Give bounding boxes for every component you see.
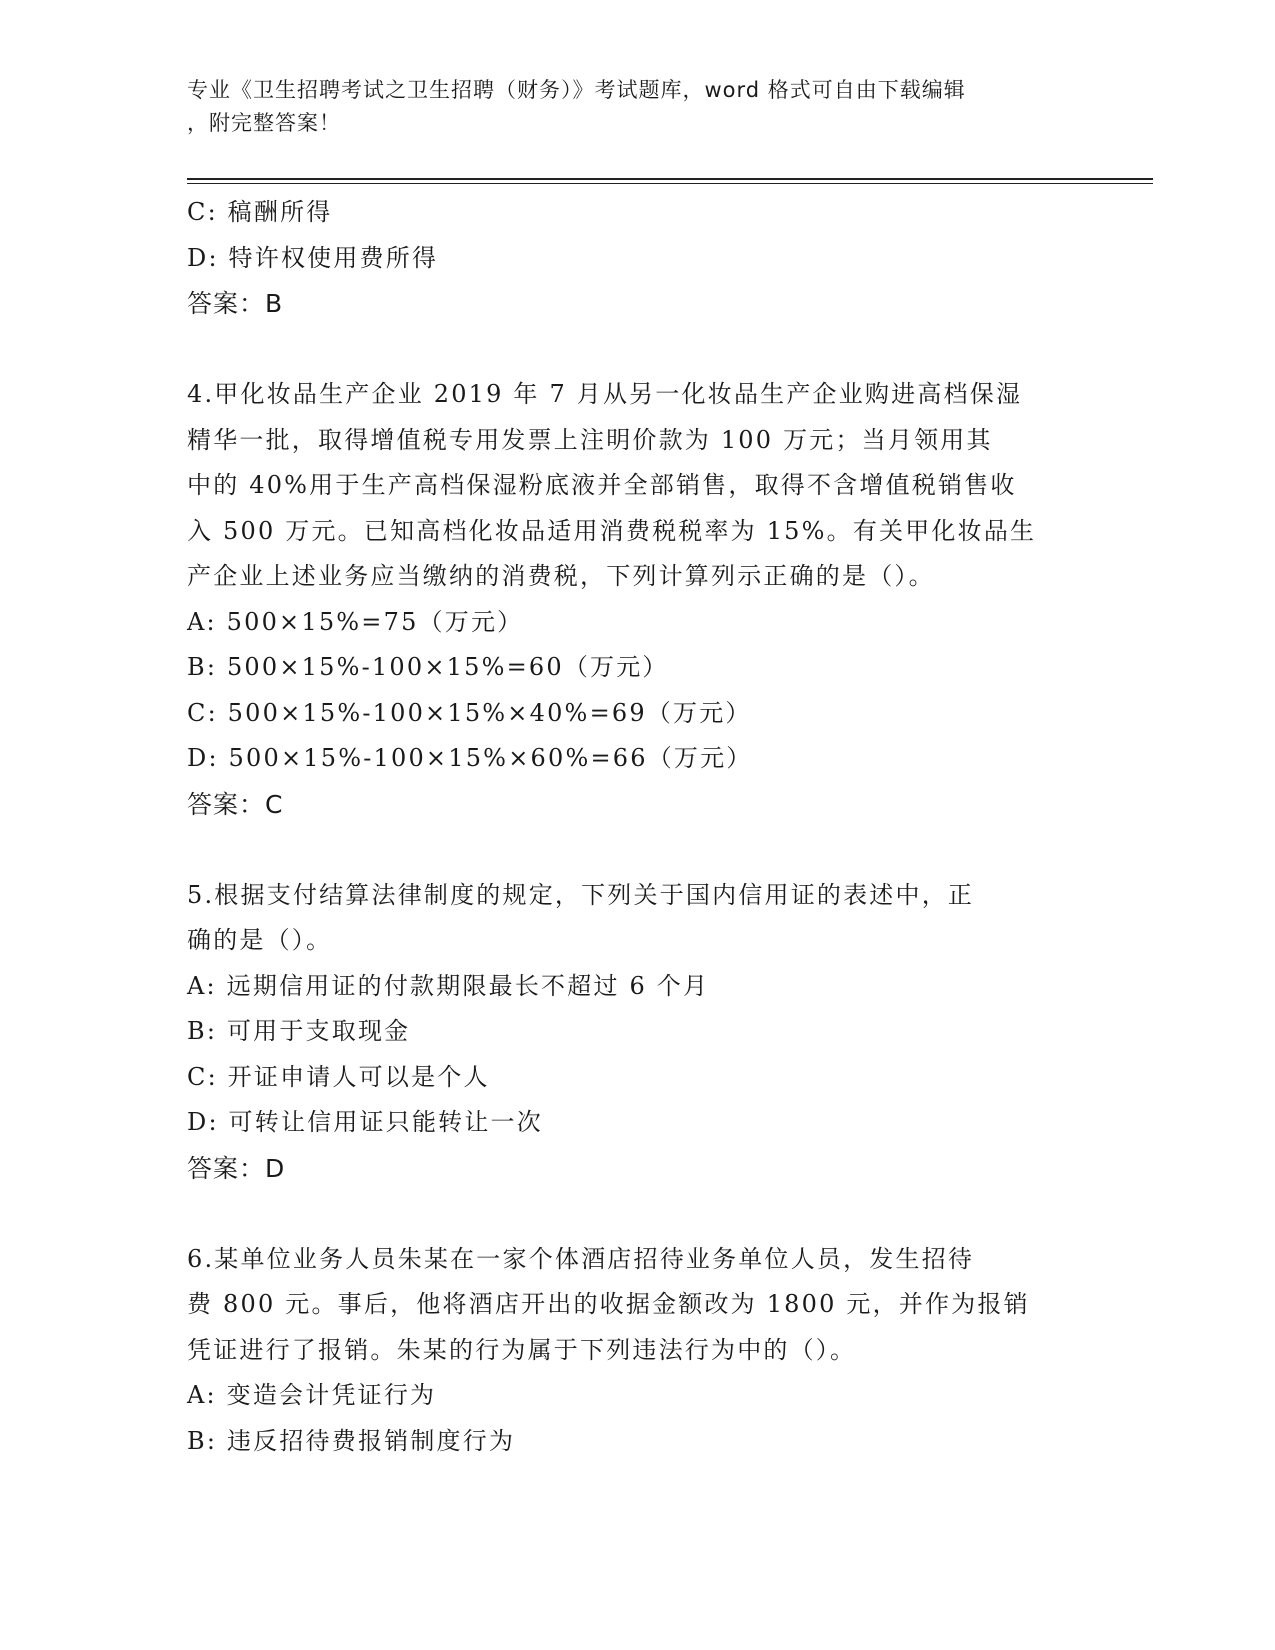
question-stem-line: 费 800 元。事后，他将酒店开出的收据金额改为 1800 元，并作为报销 <box>187 1290 1030 1318</box>
question-stem-line: 确的是（）。 <box>187 926 333 954</box>
question-3 <box>187 190 1087 327</box>
question-stem-line: 6.某单位业务人员朱某在一家个体酒店招待业务单位人员，发生招待 <box>187 1244 975 1273</box>
document-header <box>187 74 1067 140</box>
option-a: A: 变造会计凭证行为 <box>187 1381 437 1409</box>
option-d: D: 特许权使用费所得 <box>187 243 439 272</box>
question-stem-line: 产企业上述业务应当缴纳的消费税，下列计算列示正确的是（）。 <box>187 562 935 590</box>
question-stem-line: 4.甲化妆品生产企业 2019 年 7 月从另一化妆品生产企业购进高档保湿 <box>187 380 1023 408</box>
option-b: B: 可用于支取现金 <box>187 1017 411 1045</box>
question-spacer <box>187 327 1087 373</box>
option-d: D: 可转让信用证只能转让一次 <box>187 1108 543 1136</box>
question-stem-line: 凭证进行了报销。朱某的行为属于下列违法行为中的（）。 <box>187 1335 857 1364</box>
header-rule-thick <box>187 178 1153 180</box>
question-4 <box>187 372 1087 827</box>
question-spacer <box>187 827 1087 873</box>
option-c: C: 开证申请人可以是个人 <box>187 1062 490 1091</box>
option-a: A: 远期信用证的付款期限最长不超过 6 个月 <box>187 971 710 1000</box>
question-stem-line: 5.根据支付结算法律制度的规定，下列关于国内信用证的表述中，正 <box>187 880 975 909</box>
answer-label: 答案：C <box>187 789 284 819</box>
question-stem-line: 入 500 万元。已知高档化妆品适用消费税税率为 15%。有关甲化妆品生 <box>187 516 1037 545</box>
option-b: B: 违反招待费报销制度行为 <box>187 1426 516 1455</box>
question-stem-line: 精华一批，取得增值税专用发票上注明价款为 100 万元；当月领用其 <box>187 425 993 454</box>
option-c: C: 500×15%-100×15%×40%=69（万元） <box>187 698 752 727</box>
header-title-line-2: ，附完整答案！ <box>187 111 341 135</box>
answer-label: 答案：B <box>187 289 284 318</box>
header-rule-thin <box>187 183 1153 184</box>
question-stem-line: 中的 40%用于生产高档保湿粉底液并全部销售，取得不含增值税销售收 <box>187 471 1017 499</box>
option-c: C: 稿酬所得 <box>187 198 333 226</box>
header-title-line-1: 专业《卫生招聘考试之卫生招聘（财务）》考试题库，word 格式可自由下载编辑 <box>187 78 966 102</box>
question-list <box>187 190 1087 1464</box>
option-a: A: 500×15%=75（万元） <box>187 607 524 636</box>
question-6 <box>187 1237 1087 1465</box>
option-b: B: 500×15%-100×15%=60（万元） <box>187 653 669 681</box>
option-d: D: 500×15%-100×15%×60%=66（万元） <box>187 744 753 772</box>
question-spacer <box>187 1191 1087 1237</box>
question-5 <box>187 873 1087 1192</box>
answer-label: 答案：D <box>187 1153 286 1183</box>
